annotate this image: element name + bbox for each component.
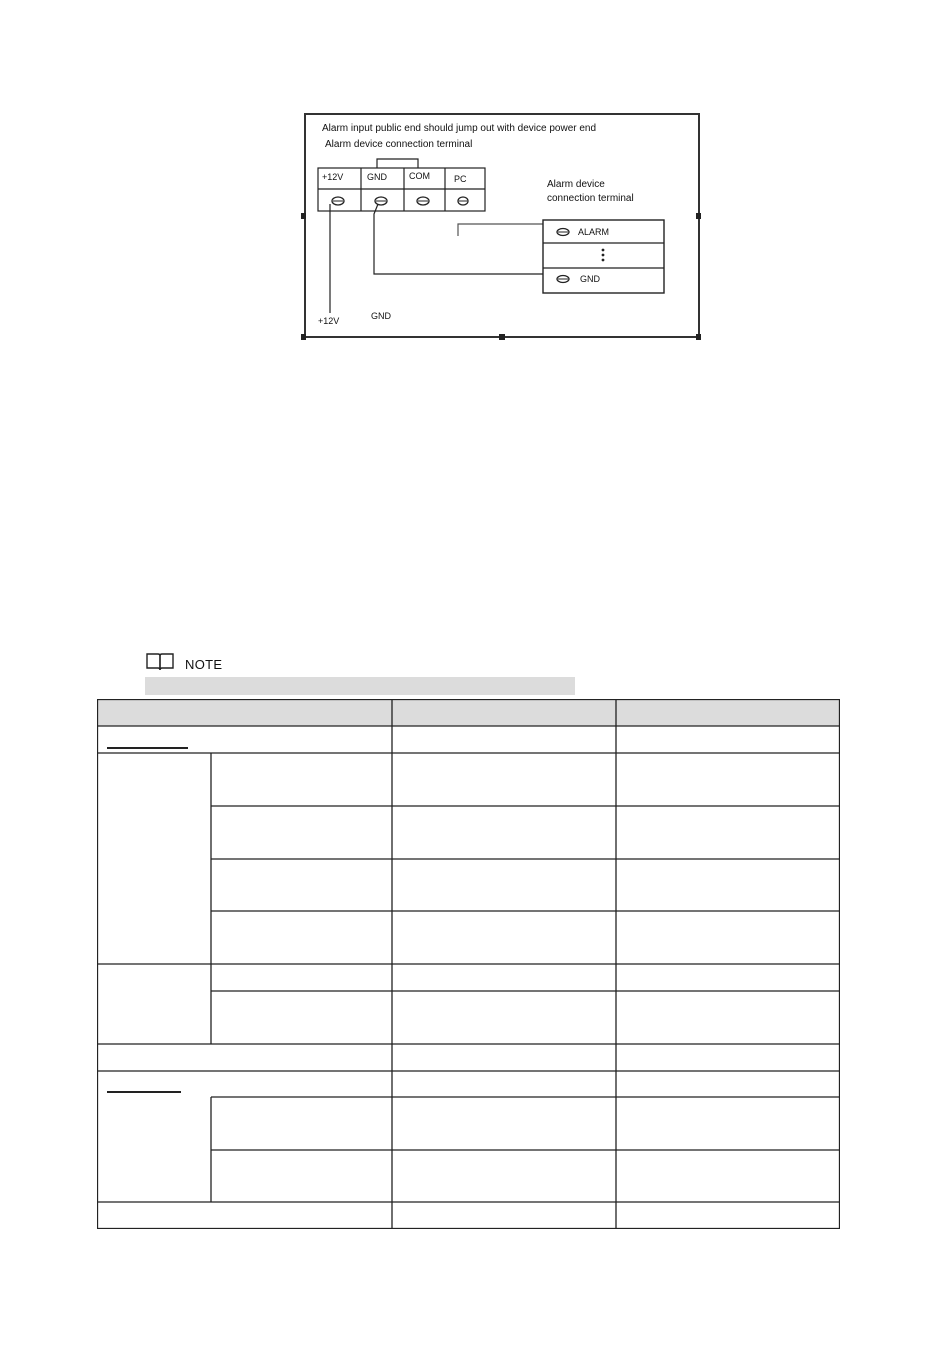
screw-icon	[557, 276, 569, 283]
frame-handle	[696, 213, 701, 219]
table-header-row	[97, 699, 840, 726]
book-icon	[145, 651, 175, 673]
device-gnd-label: GND	[580, 274, 600, 284]
note-block	[145, 651, 575, 695]
wire-gnd	[374, 204, 543, 274]
screw-icon	[332, 197, 344, 205]
frame-handle	[499, 334, 505, 340]
caption-line-1: Alarm input public end should jump out with device power end	[322, 123, 597, 134]
frame-handle	[301, 213, 306, 219]
device-alarm-label: ALARM	[578, 227, 610, 237]
screw-icon	[375, 197, 387, 205]
screw-icon	[458, 197, 468, 205]
bottom-12v-label: +12V	[318, 316, 340, 326]
frame-handle	[301, 334, 306, 340]
note-text-bar	[145, 677, 575, 695]
device-title-2: connection terminal	[547, 193, 634, 204]
terminal-label-pc: PC	[454, 174, 467, 184]
jumper-bracket	[377, 159, 418, 168]
ellipsis-icon	[602, 249, 605, 262]
alarm-wiring-diagram	[296, 108, 708, 344]
caption-line-2: Alarm device connection terminal	[325, 139, 473, 150]
screw-icon	[557, 229, 569, 236]
note-label: NOTE	[185, 657, 223, 672]
wire-pc-alarm	[458, 224, 543, 236]
spec-table	[97, 699, 840, 1229]
terminal-label-com: COM	[409, 171, 430, 181]
frame-handle	[696, 334, 701, 340]
screw-icon	[417, 197, 429, 205]
device-title-1: Alarm device	[547, 179, 605, 190]
bottom-gnd-label: GND	[371, 311, 391, 321]
terminal-label-12v: +12V	[322, 172, 344, 182]
terminal-label-gnd: GND	[367, 172, 387, 182]
table-grid	[97, 699, 840, 1229]
